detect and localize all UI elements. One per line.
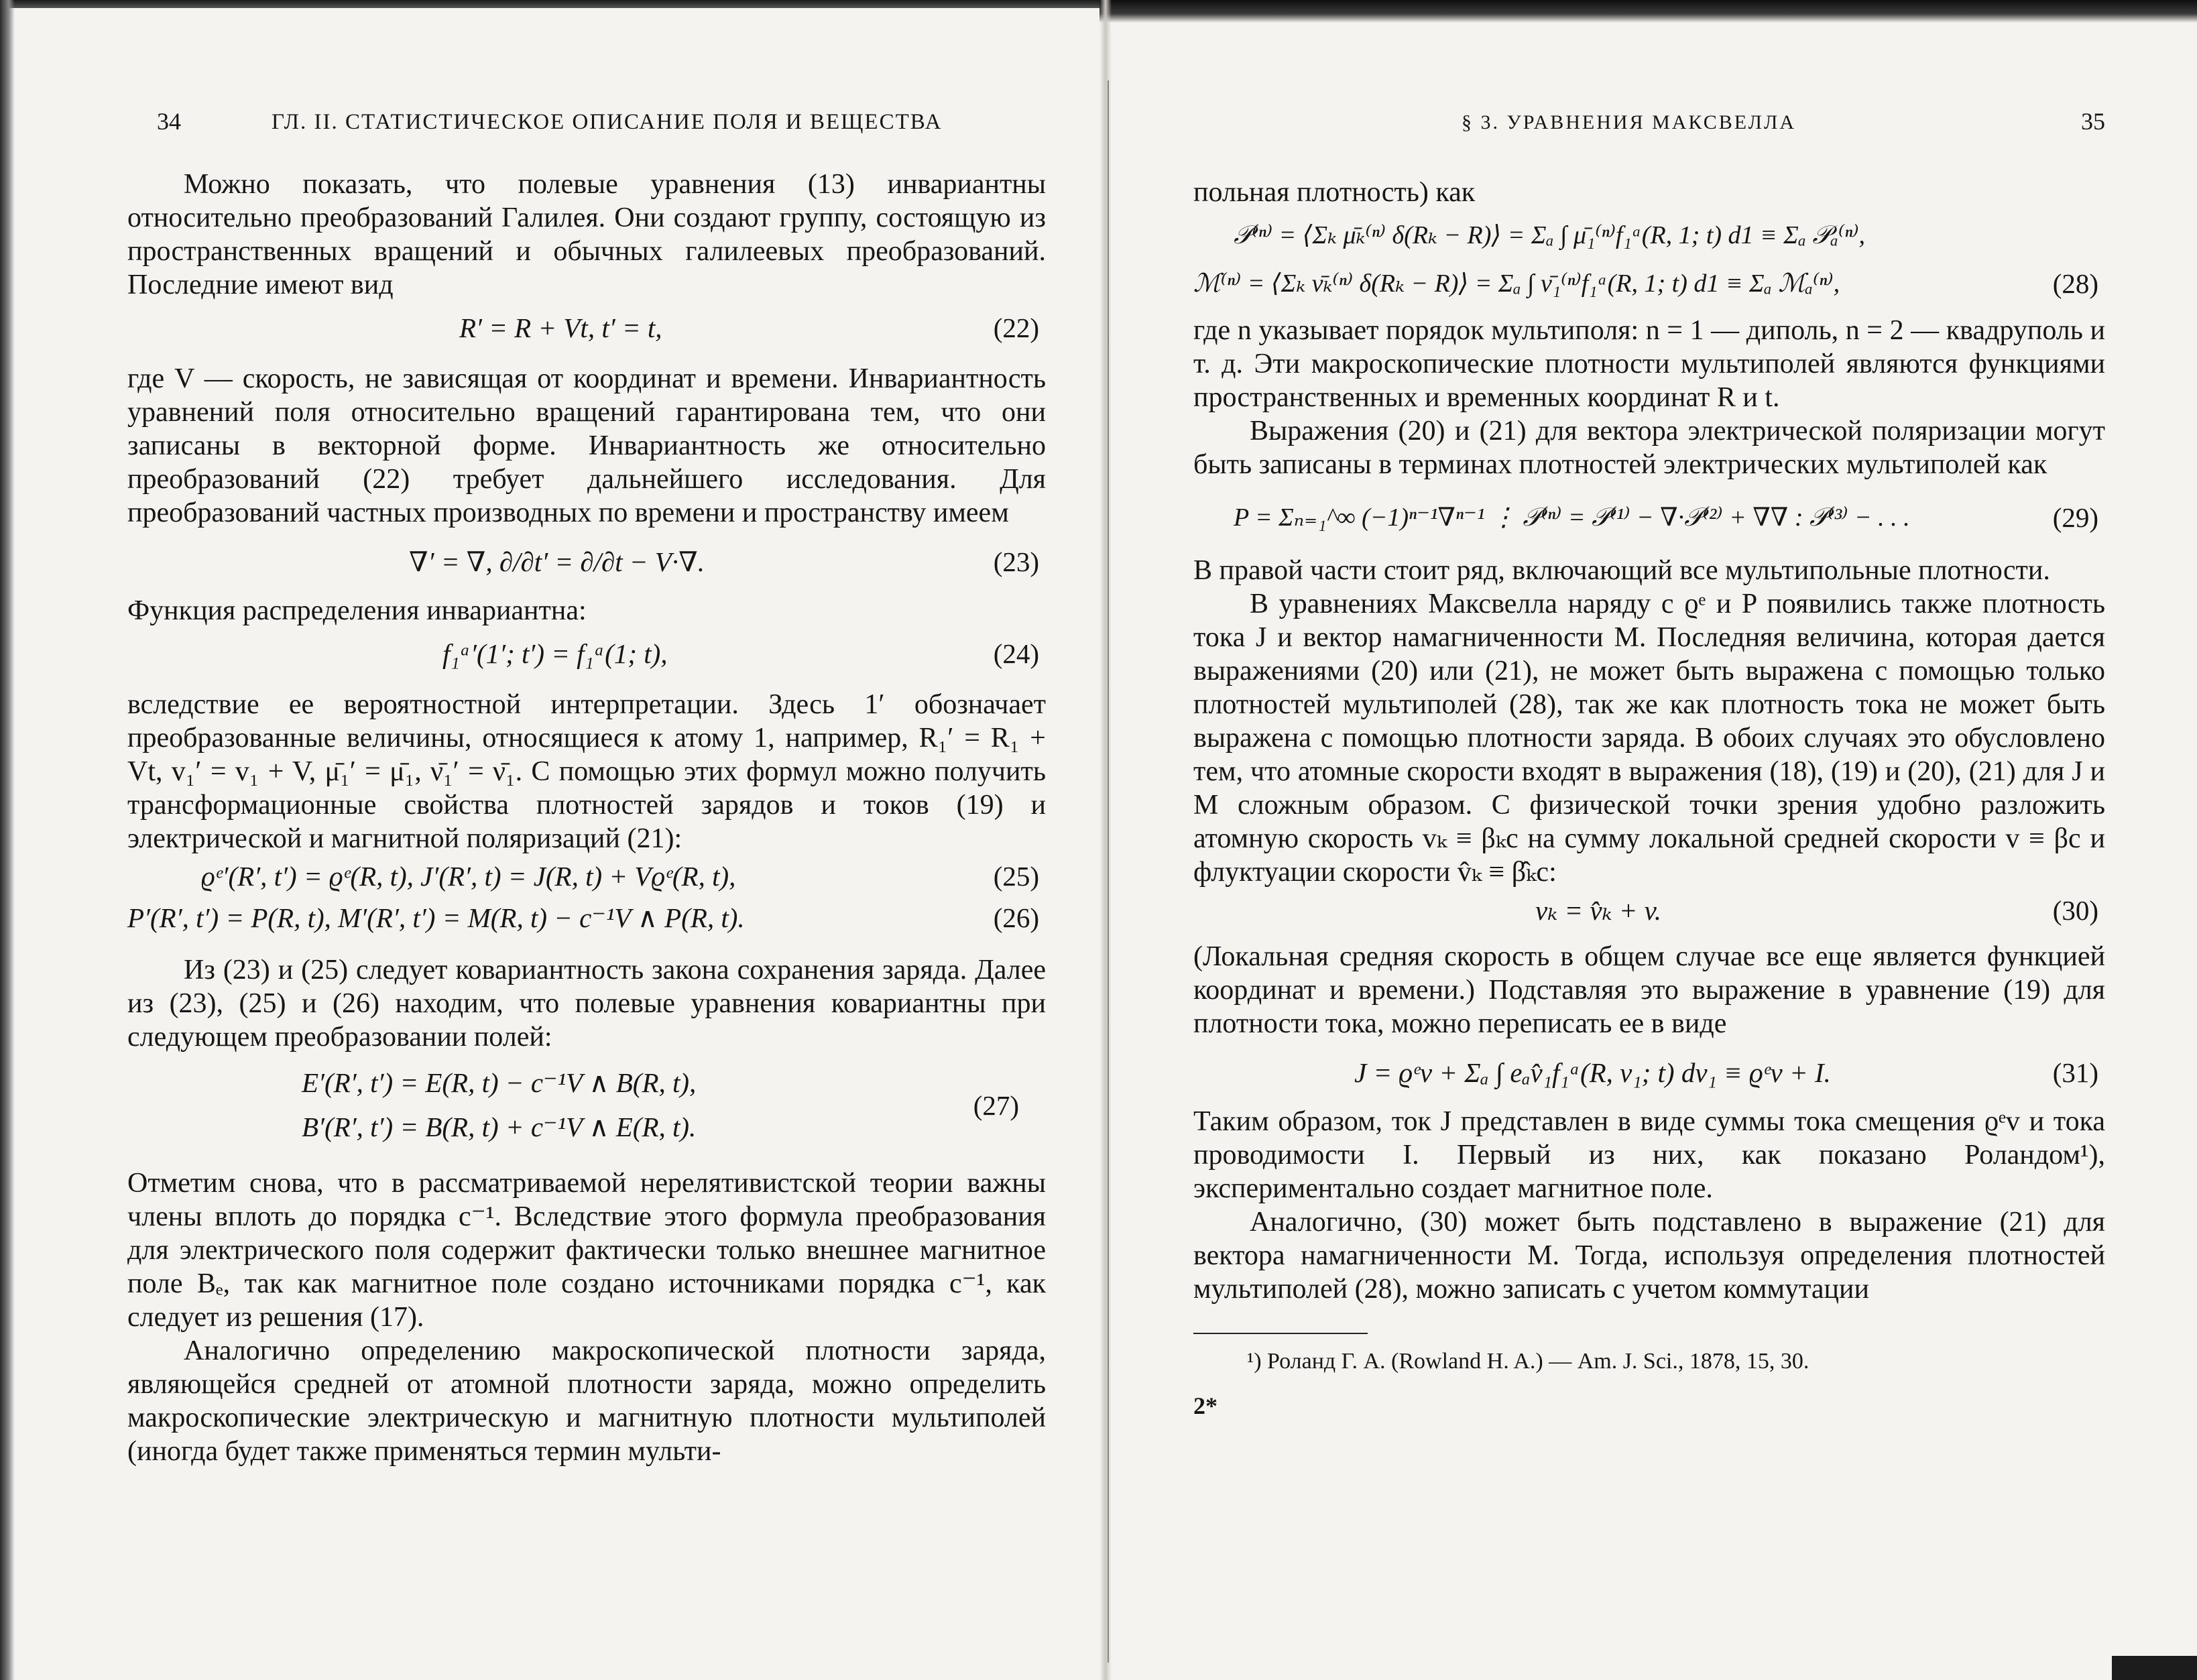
- paragraph: Выражения (20) и (21) для вектора электрической поляризации могут быть записаны в терминах плотностей электрических мультиполей как: [1193, 416, 2105, 480]
- equation-text: 𝒫⁽ⁿ⁾ = ⟨Σₖ μ̄ₖ⁽ⁿ⁾ δ(Rₖ − R)⟩ = Σₐ ∫ μ̄₁⁽ⁿ⁾f₁ᵃ(R, 1; t) d1 ≡ Σₐ 𝒫ₐ⁽ⁿ⁾,: [1234, 221, 1866, 249]
- equation-text: J = ϱᵉv + Σₐ ∫ eₐv̂₁f₁ᵃ(R, v₁; t) dv₁ ≡ ϱᵉv + I.: [1354, 1057, 1831, 1088]
- equation-text: ∇′ = ∇, ∂/∂t′ = ∂/∂t − V·∇.: [409, 546, 705, 577]
- equation-number: (26): [993, 902, 1039, 933]
- paragraph: (Локальная средняя скорость в общем случае все еще является функцией координат и времени.) Подставляя это выражение в уравнение (19) для плотности тока, можно переписать ее в виде: [1193, 941, 2105, 1039]
- paragraph: польная плотность) как: [1193, 177, 1476, 208]
- equation-number: (24): [993, 638, 1039, 669]
- paragraph: Можно показать, что полевые уравнения (13) инвариантны относительно преобразований Галилея. Они создают группу, состоящую из пространственных вращений и обычных галилеевых преобразований. Последние имеют вид: [127, 169, 1046, 300]
- equation-text: ℳ⁽ⁿ⁾ = ⟨Σₖ ν̄ₖ⁽ⁿ⁾ δ(Rₖ − R)⟩ = Σₐ ∫ ν̄₁⁽ⁿ⁾f₁ᵃ(R, 1; t) d1 ≡ Σₐ ℳₐ⁽ⁿ⁾,: [1193, 269, 1840, 298]
- paragraph: В правой части стоит ряд, включающий все мультипольные плотности.: [1193, 555, 2050, 586]
- equation-27: [127, 1054, 1046, 1158]
- equation-number: (23): [993, 546, 1039, 577]
- running-head: ГЛ. II. СТАТИСТИЧЕСКОЕ ОПИСАНИЕ ПОЛЯ И ВЕЩЕСТВА: [272, 110, 943, 134]
- book-gutter: [1100, 0, 1112, 1680]
- equation-31: [1193, 1040, 2105, 1105]
- equation-number: (22): [993, 312, 1039, 343]
- scan-bottom-corner: [2112, 1656, 2197, 1680]
- right-page-body: [1193, 176, 2105, 1420]
- equation-22: [127, 302, 1046, 354]
- footnote-rule: [1193, 1333, 1368, 1334]
- equation-25: [127, 855, 1046, 897]
- equation-number: (30): [2052, 895, 2098, 926]
- left-page: [127, 0, 1046, 1680]
- equation-number: (27): [973, 1090, 1019, 1121]
- equation-text: f₁ᵃ′(1′; t′) = f₁ᵃ(1; t),: [442, 638, 668, 669]
- equation-text: P′(R′, t′) = P(R, t), M′(R′, t′) = M(R, t) − c⁻¹V ∧ P(R, t).: [127, 902, 745, 933]
- scan-left-edge: [0, 0, 15, 1680]
- paragraph: Аналогично определению макроскопической плотности заряда, являющейся средней от атомной плотности заряда, можно определить макроскопические электрическую и магнитную плотности мультиполей (иногда будет также применяться термин мульти-: [127, 1335, 1046, 1467]
- paragraph: где n указывает порядок мультиполя: n = 1 — диполь, n = 2 — квадруполь и т. д. Эти макроскопические плотности мультиполей являются функциями пространственных и временных координат R и t.: [1193, 315, 2105, 413]
- left-page-header: [127, 107, 1046, 145]
- equation-text: R′ = R + Vt, t′ = t,: [459, 312, 662, 343]
- left-page-body: [127, 168, 1046, 1468]
- footnote: ¹) Роланд Г. А. (Rowland H. A.) — Am. J. Sci., 1878, 15, 30.: [1247, 1349, 1809, 1374]
- equation-text: E′(R′, t′) = E(R, t) − c⁻¹V ∧ B(R, t),: [302, 1067, 697, 1098]
- paragraph: Функция распределения инвариантна:: [127, 595, 587, 626]
- equation-text: vₖ = v̂ₖ + v.: [1535, 895, 1662, 926]
- signature-mark: 2*: [1193, 1392, 1218, 1419]
- equation-number: (28): [2052, 268, 2098, 299]
- paragraph: вследствие ее вероятностной интерпретации. Здесь 1′ обозначает преобразованные величины, относящиеся к атому 1, например, R₁′ = R₁ + Vt, v₁′ = v₁ + V, μ̄₁′ = μ̄₁, ν̄₁′ = ν̄₁. С помощью этих формул можно получить трансформационные свойства плотностей зарядов и токов (19) и электрической и магнитной поляризаций (21):: [127, 689, 1046, 854]
- equation-28: [1193, 209, 2105, 314]
- equation-number: (25): [993, 861, 1039, 892]
- equation-number: (29): [2052, 502, 2098, 533]
- page-number: 34: [157, 108, 181, 135]
- page-number: 35: [2081, 108, 2105, 135]
- paragraph: Аналогично, (30) может быть подставлено в выражение (21) для вектора намагниченности M. Тогда, используя определения плотностей мультиполей (28), можно записать с учетом коммутации: [1193, 1207, 2105, 1305]
- paragraph: В уравнениях Максвелла наряду с ϱᵉ и P появились также плотность тока J и вектор намагниченности M. Последняя величина, которая дается выражениями (20) или (21), не может быть выражена с помощью только плотностей мультиполей (28), так же как плотность тока не может быть выражена с помощью плотности заряда. В обоих случаях это обусловлено тем, что атомные скорости входят в выражения (18), (19) и (20), (21) для J и M сложным образом. С физической точки зрения удобно разложить атомную скорость vₖ ≡ βₖc на сумму локальной средней скорости v ≡ βc и флуктуации скорости v̂ₖ ≡ β̂ₖc:: [1193, 589, 2105, 888]
- equation-24: [127, 627, 1046, 680]
- right-page: [1193, 0, 2105, 1680]
- paragraph: Отметим снова, что в рассматриваемой нерелятивистской теории важны члены вплоть до порядка c⁻¹. Вследствие этого формула преобразования для электрического поля содержит фактически только внешнее магнитное поле Bₑ, так как магнитное поле создано источниками порядка c⁻¹, как следует из решения (17).: [127, 1168, 1046, 1333]
- paragraph: Из (23) и (25) следует ковариантность закона сохранения заряда. Далее из (23), (25) и (26) находим, что полевые уравнения ковариантны при следующем преобразовании полей:: [127, 955, 1046, 1053]
- equation-text: ϱᵉ′(R′, t′) = ϱᵉ(R, t), J′(R′, t) = J(R, t) + Vϱᵉ(R, t),: [201, 861, 736, 892]
- equation-23: [127, 530, 1046, 594]
- equation-26: [127, 897, 1046, 939]
- equation-text: B′(R′, t′) = B(R, t) + c⁻¹V ∧ E(R, t).: [302, 1112, 697, 1142]
- gutter-shadow-line: [1108, 80, 1109, 1663]
- equation-text: P = Σₙ₌₁^∞ (−1)ⁿ⁻¹∇ⁿ⁻¹ ⋮ 𝒫⁽ⁿ⁾ = 𝒫⁽¹⁾ − ∇·𝒫⁽²⁾ + ∇∇ : 𝒫⁽³⁾ − . . .: [1234, 503, 1910, 532]
- equation-29: [1193, 481, 2105, 554]
- paragraph: где V — скорость, не зависящая от координат и времени. Инвариантность уравнений поля относительно вращений гарантирована тем, что они записаны в векторной форме. Инвариантность же относительно преобразований (22) требует дальнейшего исследования. Для преобразований частных производных по времени и пространству имеем: [127, 363, 1046, 528]
- equation-number: (31): [2052, 1057, 2098, 1088]
- running-head: § 3. УРАВНЕНИЯ МАКСВЕЛЛА: [1462, 111, 1797, 133]
- paragraph: Таким образом, ток J представлен в виде суммы тока смещения ϱᵉv и тока проводимости I. Первый из них, как показано Роландом¹), экспериментально создает магнитное поле.: [1193, 1106, 2105, 1204]
- right-page-header: [1193, 107, 2105, 145]
- equation-30: [1193, 889, 2105, 932]
